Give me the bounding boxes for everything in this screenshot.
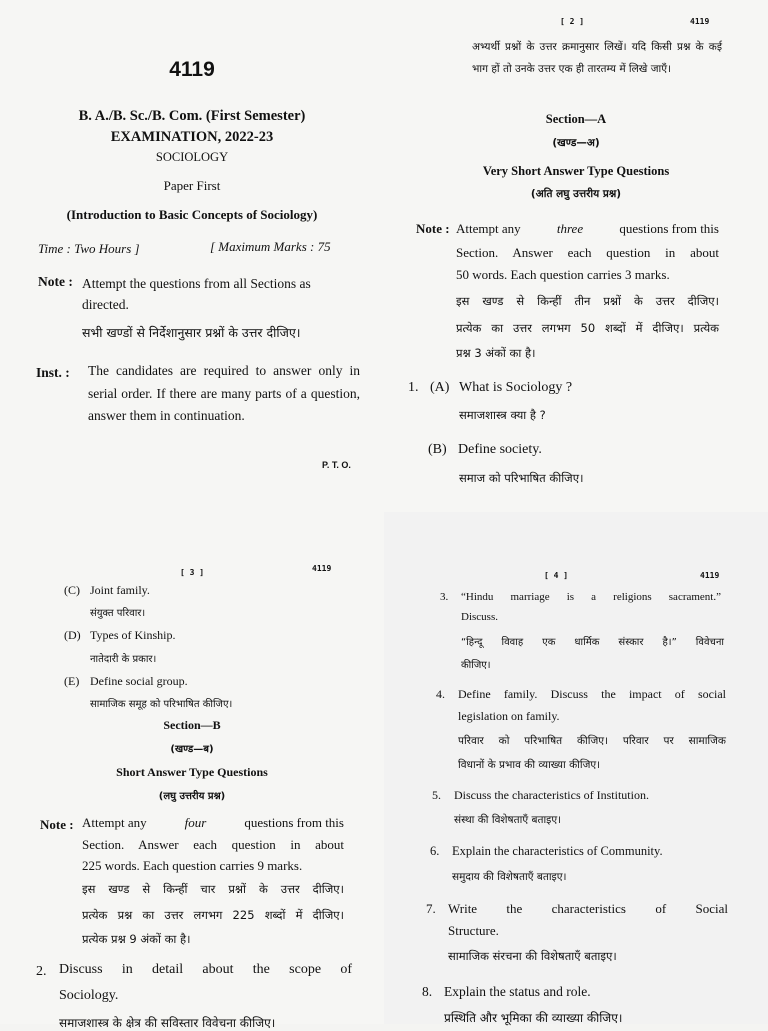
question-4-line-1: Define family. Discuss the impact of social <box>458 687 726 701</box>
question-3-number: 3. <box>440 591 449 603</box>
instruction-hindi: अभ्यर्थी प्रश्नों के उत्तर क्रमानुसार लिखें। यदि किसी प्रश्न के कई भाग हों तो उनके उत्तर एक ही तारतम्य में लिखे जाएँ। <box>472 41 722 75</box>
maximum-marks: [ Maximum Marks : 75 <box>210 239 331 254</box>
question-1d-hindi: नातेदारी के प्रकार। <box>90 654 157 665</box>
note-line-1-a: Attempt any <box>82 815 147 830</box>
page-code: 4119 <box>700 571 720 580</box>
note-line-2: Section. Answer each question in about <box>82 837 344 852</box>
section-heading: Section—B <box>163 718 221 732</box>
question-4-hindi-1: परिवार को परिभाषित कीजिए। परिवार पर सामाजिक <box>458 735 726 747</box>
question-3-hindi-2: कीजिए। <box>461 660 491 671</box>
question-1a-hindi: समाजशास्त्र क्या है ? <box>459 408 546 422</box>
page-2 <box>384 0 768 512</box>
inst-label: Inst. : <box>36 365 70 380</box>
note-label: Note : <box>40 817 74 832</box>
question-1b-hindi: समाज को परिभाषित कीजिए। <box>459 471 584 485</box>
question-1-number: 1. <box>408 380 419 395</box>
note-hindi-2: प्रत्येक का उत्तर लगभग 50 शब्दों में दीजिए। प्रत्येक <box>456 321 719 335</box>
question-6-line-1: Explain the characteristics of Community. <box>452 844 663 858</box>
note-line-3: 225 words. Each question carries 9 marks. <box>82 858 303 873</box>
question-1e-label: (E) <box>64 674 80 688</box>
paper-title: (Introduction to Basic Concepts of Sociology) <box>66 207 318 222</box>
page-4 <box>384 512 768 1024</box>
question-6-number: 6. <box>430 844 440 858</box>
page-number: [ 4 ] <box>544 571 569 580</box>
paper-code: 4119 <box>169 58 215 81</box>
question-7-line-2: Structure. <box>448 923 499 938</box>
question-4-hindi-2: विधानों के प्रभाव की व्याख्या कीजिए। <box>458 759 601 771</box>
question-5-number: 5. <box>432 788 441 802</box>
question-3-hindi-1: “हिन्दू विवाह एक धार्मिक संस्कार है।” विवेचना <box>461 637 724 648</box>
question-1c-text: Joint family. <box>90 583 150 597</box>
question-5-line-1: Discuss the characteristics of Institution. <box>454 788 649 802</box>
note-hindi-3: प्रत्येक प्रश्न 9 अंकों का है। <box>82 932 191 946</box>
pto: P. T. O. <box>322 460 351 470</box>
question-1a-text: What is Sociology ? <box>459 380 573 395</box>
question-1e-text: Define social group. <box>90 674 188 688</box>
question-4-line-2: legislation on family. <box>458 709 560 723</box>
note-hindi-1: इस खण्ड से किन्हीं तीन प्रश्नों के उत्तर दीजिए। <box>456 294 719 308</box>
question-8-number: 8. <box>422 984 433 999</box>
question-3-line-2: Discuss. <box>461 611 498 623</box>
question-2-line-1: Discuss in detail about the scope of <box>59 962 352 977</box>
question-1e-hindi: सामाजिक समूह को परिभाषित कीजिए। <box>90 699 233 710</box>
note-hindi-1: इस खण्ड से किन्हीं चार प्रश्नों के उत्तर दीजिए। <box>82 882 344 896</box>
question-1c-label: (C) <box>64 583 80 597</box>
section-heading: Section—A <box>545 112 607 126</box>
inst-text: The candidates are required to answer only in serial order. If there are many parts of a question, answer them in continuation. <box>88 363 360 423</box>
time-allowed: Time : Two Hours ] <box>38 241 140 256</box>
question-6-hindi-1: समुदाय की विशेषताएँ बताइए। <box>452 871 567 883</box>
course-title: B. A./B. Sc./B. Com. (First Semester) <box>78 108 306 124</box>
note-line-1-count: three <box>556 221 584 236</box>
page-number: [ 2 ] <box>560 17 585 26</box>
note-hindi-2: प्रत्येक प्रश्न का उत्तर लगभग 225 शब्दों में दीजिए। <box>82 908 344 922</box>
page-code: 4119 <box>690 17 710 26</box>
note-line-1-c: questions from this <box>619 221 719 236</box>
question-1a-label: (A) <box>430 380 450 395</box>
note-hindi-3: प्रश्न 3 अंकों का है। <box>456 346 536 360</box>
subject: SOCIOLOGY <box>155 150 229 164</box>
section-heading-hindi: (खण्ड—ब) <box>170 744 214 755</box>
paper-number: Paper First <box>163 178 221 193</box>
question-type-hindi: (लघु उत्तरीय प्रश्न) <box>158 791 226 802</box>
question-1b-text: Define society. <box>458 442 542 457</box>
question-1d-label: (D) <box>64 628 81 642</box>
question-1d-text: Types of Kinship. <box>90 628 176 642</box>
question-2-number: 2. <box>36 964 47 979</box>
question-7-hindi-1: सामाजिक संरचना की विशेषताएँ बताइए। <box>448 949 617 963</box>
note-line-1-a: Attempt any <box>456 221 521 236</box>
note-hindi: सभी खण्डों से निर्देशानुसार प्रश्नों के उत्तर दीजिए। <box>82 325 301 340</box>
note-line-1-count: four <box>184 815 207 830</box>
question-8-hindi-1: प्रस्थिति और भूमिका की व्याख्या कीजिए। <box>444 1011 623 1025</box>
question-7-line-1: Write the characteristics of Social <box>448 901 728 916</box>
question-type-hindi: (अति लघु उत्तरीय प्रश्न) <box>530 188 622 200</box>
exam-title: EXAMINATION, 2022-23 <box>110 129 274 145</box>
note-line-1 <box>82 815 344 831</box>
question-8-line-1: Explain the status and role. <box>444 984 591 999</box>
note-line-3: 50 words. Each question carries 3 marks. <box>456 267 670 282</box>
page-number: [ 3 ] <box>180 568 205 577</box>
question-type: Very Short Answer Type Questions <box>482 164 670 178</box>
question-1c-hindi: संयुक्त परिवार। <box>90 608 146 619</box>
question-5-hindi-1: संस्था की विशेषताएँ बताइए। <box>454 814 562 826</box>
note-label: Note : <box>38 274 73 289</box>
note-text: Attempt the questions from all Sections as directed. <box>82 276 311 312</box>
page-1 <box>0 0 384 512</box>
question-4-number: 4. <box>436 687 445 701</box>
note-line-1-c: questions from this <box>244 815 344 830</box>
section-heading-hindi: (खण्ड—अ) <box>552 137 600 149</box>
question-3-line-1: “Hindu marriage is a religions sacrament.” <box>461 591 721 603</box>
page-3 <box>0 512 384 1030</box>
question-7-number: 7. <box>426 901 436 916</box>
question-type: Short Answer Type Questions <box>116 765 268 779</box>
question-1b-label: (B) <box>428 442 447 457</box>
note-line-2: Section. Answer each question in about <box>456 245 719 260</box>
page-code: 4119 <box>312 564 332 573</box>
note-label: Note : <box>416 221 450 236</box>
note-line-1 <box>456 221 719 237</box>
question-2-hindi: समाजशास्त्र के क्षेत्र की सविस्तार विवेचना कीजिए। <box>59 1016 276 1030</box>
question-2-line-2: Sociology. <box>59 988 119 1003</box>
